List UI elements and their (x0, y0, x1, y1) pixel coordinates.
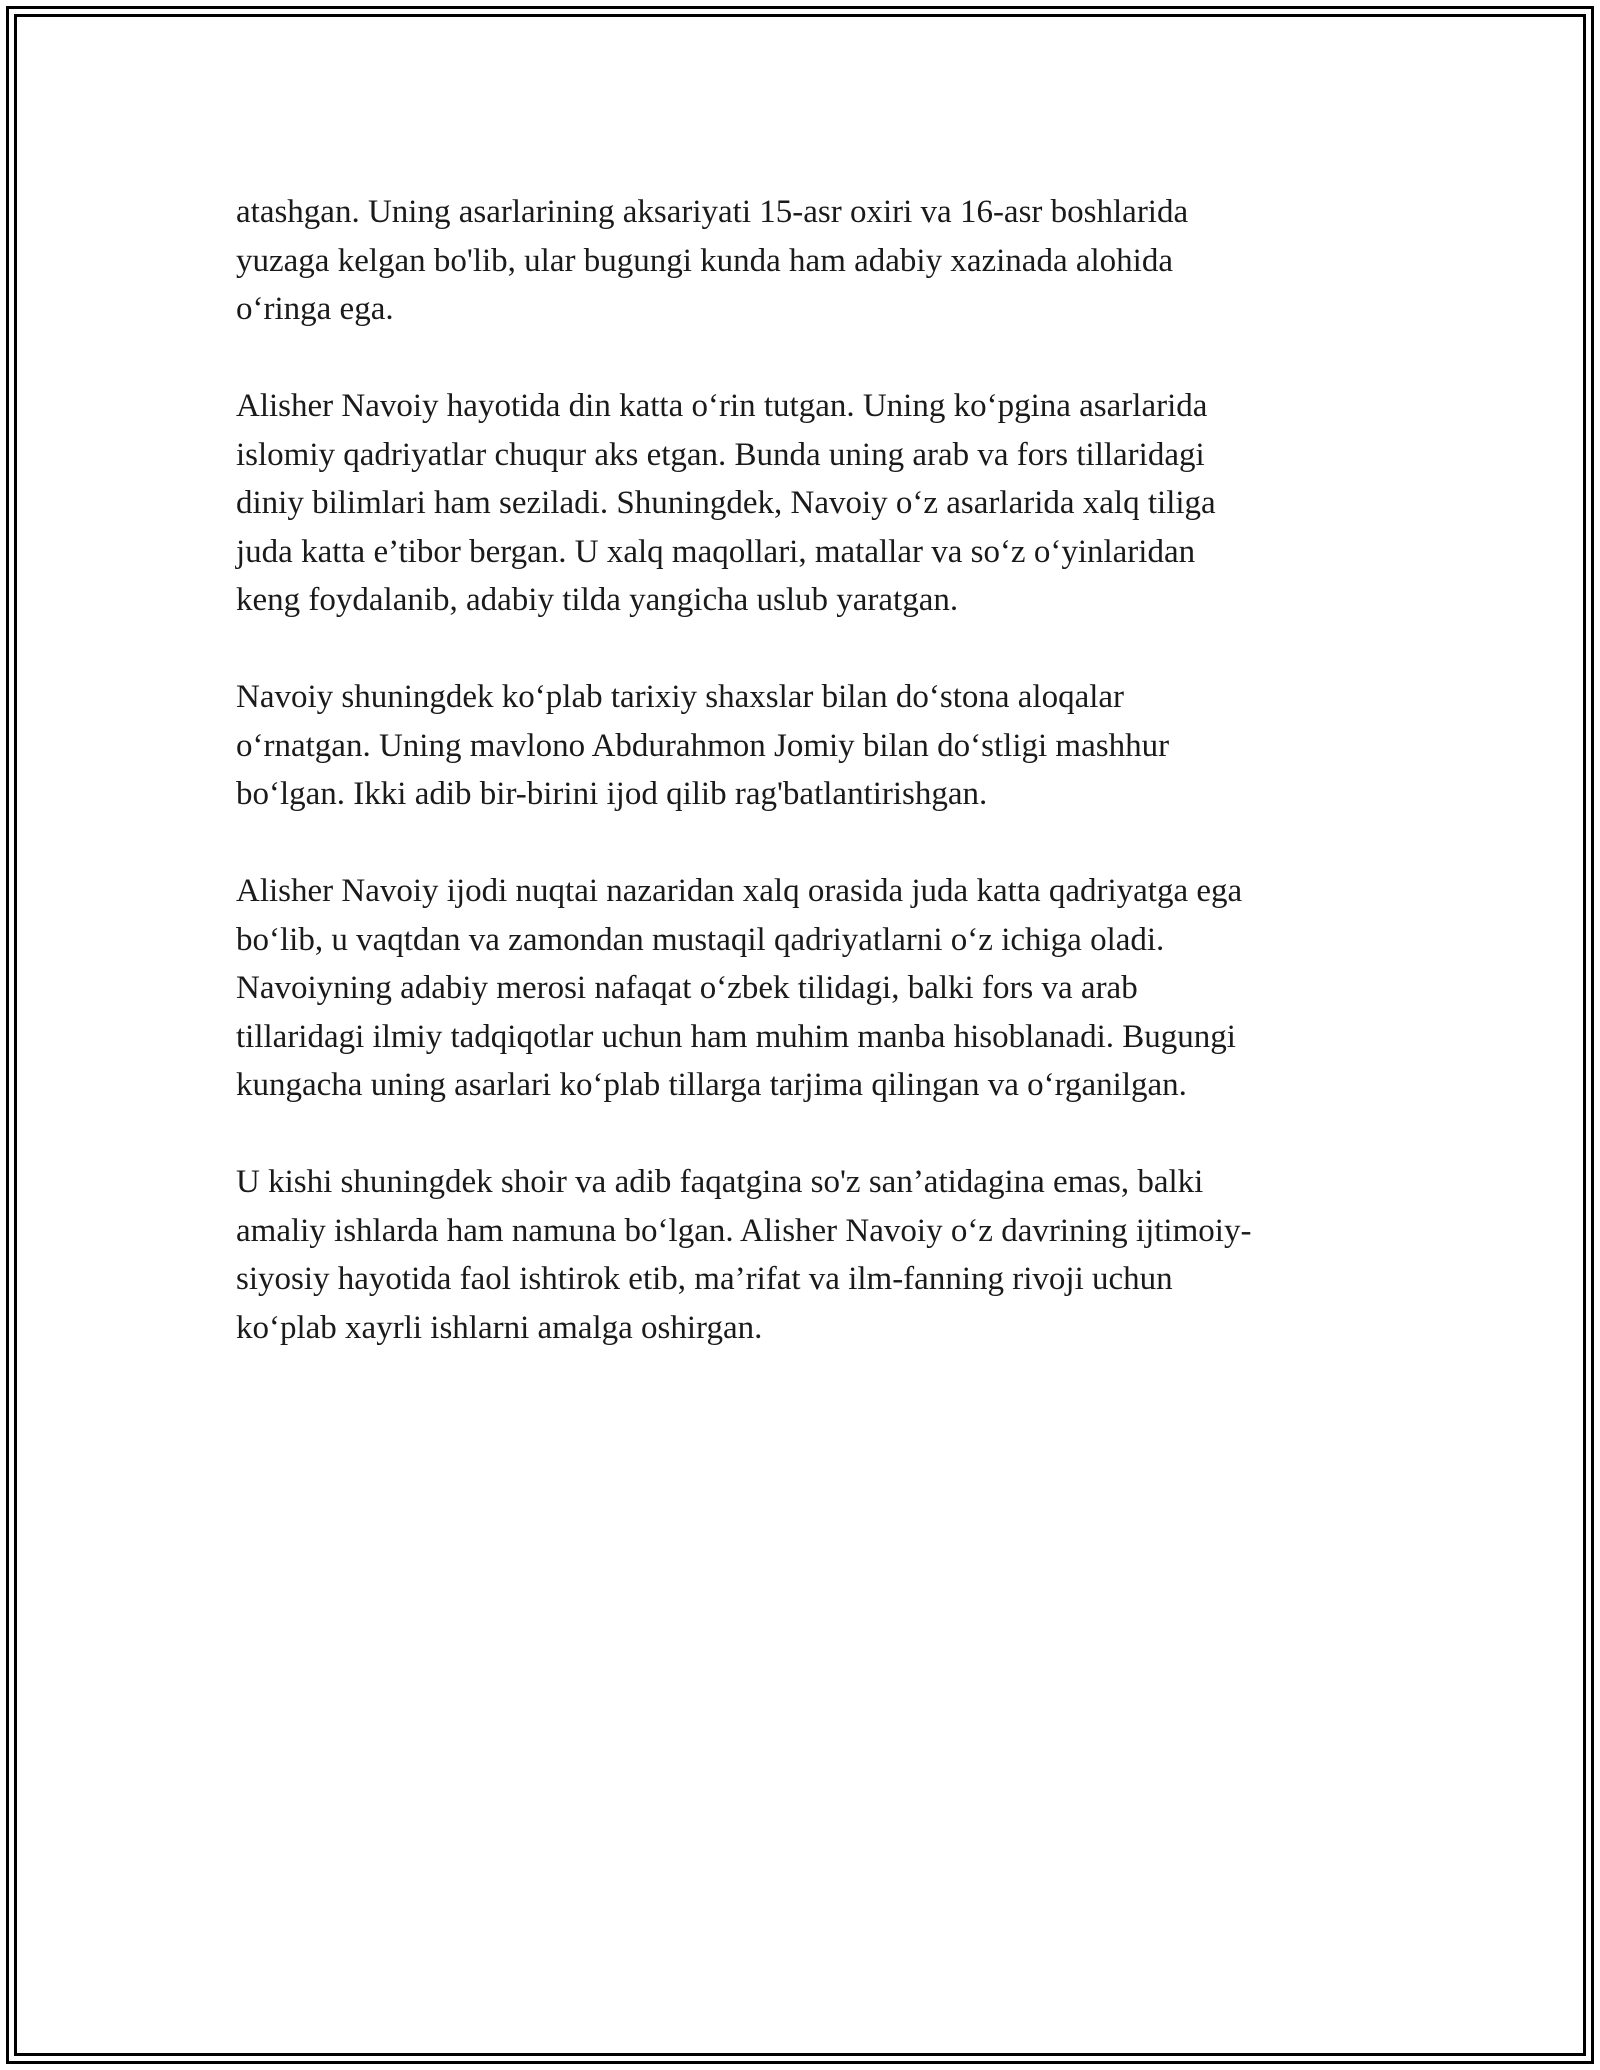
paragraph-2: Alisher Navoiy hayotida din katta o‘rin tutgan. Uning ko‘pgina asarlarida islomiy qadriyatlar chuqur aks etgan. Bunda uning arab va fors tillaridagi diniy bilimlari ham seziladi. Shuningdek, Navoiy o‘z asarlarida xalq tiliga juda katta e’tibor bergan. U xalq maqollari, matallar va so‘z o‘yinlaridan keng foydalanib, adabiy tilda yangicha uslub yaratgan. (236, 388, 1216, 618)
document-body (236, 188, 1386, 1401)
paragraph-3: Navoiy shuningdek ko‘plab tarixiy shaxslar bilan do‘stona aloqalar o‘rnatgan. Uning mavlono Abdurahmon Jomiy bilan do‘stligi mashhur bo‘lgan. Ikki adib bir-birini ijod qilib rag'batlantirishgan. (236, 679, 1170, 812)
paragraph-5: U kishi shuningdek shoir va adib faqatgina so'z san’atidagina emas, balki amaliy ishlarda ham namuna bo‘lgan. Alisher Navoiy o‘z davrining ijtimoiy- siyosiy hayotida faol ishtirok etib, ma’rifat va ilm-fanning rivoji uchun ko‘plab xayrli ishlarni amalga oshirgan. (236, 1164, 1252, 1346)
paragraph-1: atashgan. Uning asarlarining aksariyati 15-asr oxiri va 16-asr boshlarida yuzaga kelgan bo'lib, ular bugungi kunda ham adabiy xazinada alohida o‘ringa ega. (236, 194, 1189, 327)
paragraph-4: Alisher Navoiy ijodi nuqtai nazaridan xalq orasida juda katta qadriyatga ega bo‘lib, u vaqtdan va zamondan mustaqil qadriyatlarni o‘z ichiga oladi. Navoiyning adabiy merosi nafaqat o‘zbek tilidagi, balki fors va arab tillaridagi ilmiy tadqiqotlar uchun ham muhim manba hisoblanadi. Bugungi kungacha uning asarlari ko‘plab tillarga tarjima qilingan va o‘rganilgan. (236, 873, 1243, 1103)
